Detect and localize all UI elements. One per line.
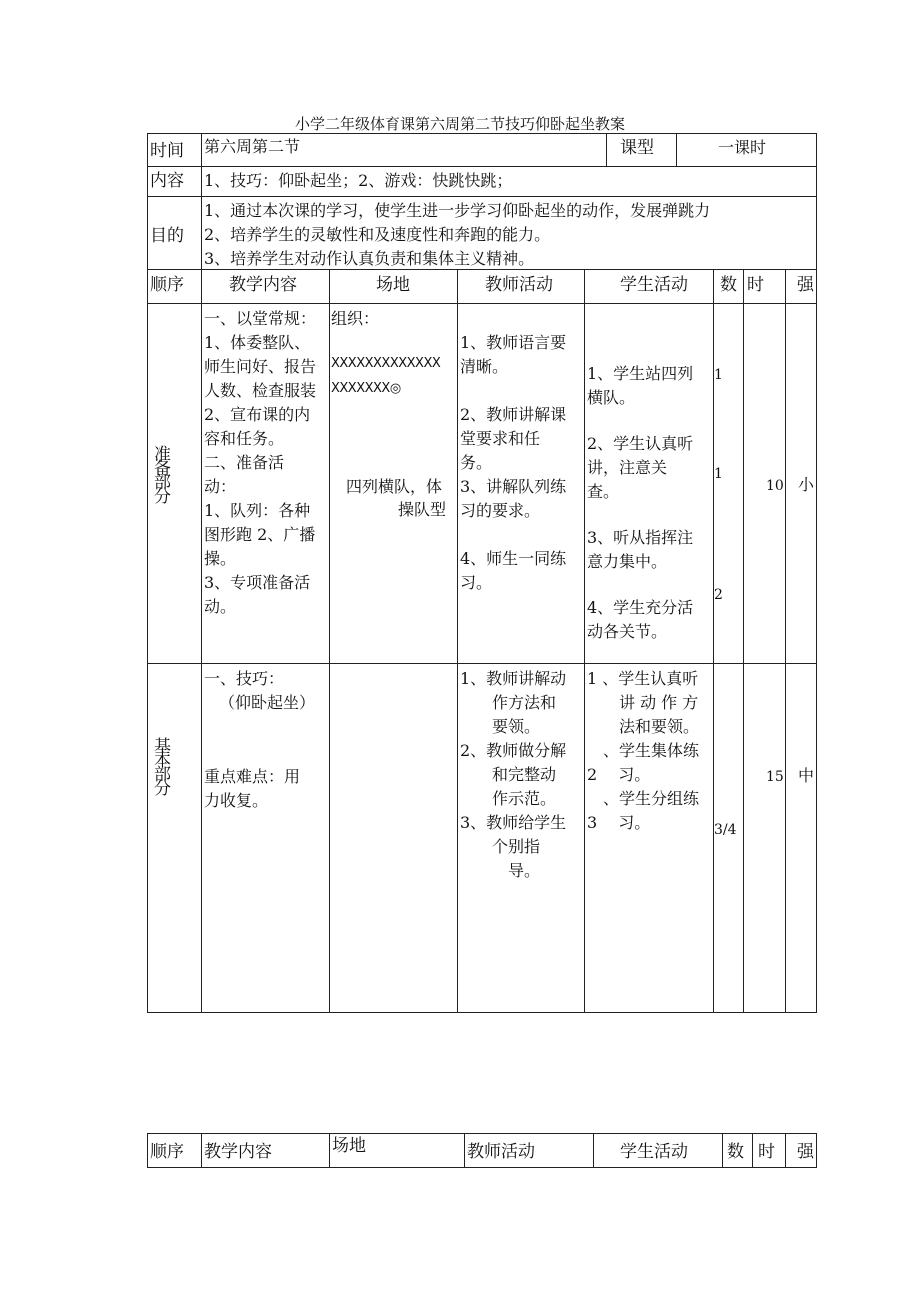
main-time: 15 [766, 769, 784, 785]
section-main: 基本部分 [150, 737, 170, 793]
main-content-4: 力收复。 [204, 791, 269, 810]
header-teacher: 教师活动 [485, 275, 553, 295]
goal-item: 1、通过本次课的学习，使学生进一步学习仰卧起坐的动作，发展弹跳力 [204, 201, 711, 220]
goal-list [204, 199, 710, 271]
footer-header-content: 教学内容 [204, 1142, 272, 1162]
main-intensity: 中 [798, 766, 815, 785]
prep-venue-label: 组织： [331, 309, 380, 328]
footer-header-teacher: 教师活动 [467, 1142, 535, 1162]
main-content-2: （仰卧起坐） [219, 693, 316, 712]
footer-header-student: 学生活动 [620, 1142, 688, 1162]
header-time: 时 [747, 275, 764, 295]
header-count: 数 [720, 275, 737, 295]
prep-count-2: 1 [714, 466, 723, 482]
header-student: 学生活动 [620, 275, 688, 295]
header-content: 教学内容 [229, 275, 297, 295]
footer-header-time: 时 [758, 1142, 775, 1162]
time-label: 时间 [150, 141, 184, 161]
content-label: 内容 [150, 171, 184, 191]
prep-count-3: 2 [714, 587, 723, 603]
goal-label: 目的 [150, 226, 184, 246]
goal-item: 3、培养学生对动作认真负责和集体主义精神。 [204, 249, 535, 268]
prep-intensity: 小 [798, 475, 815, 494]
prep-teacher: 1、教师语言要 清晰。 2、教师讲解课 堂要求和任 务。 3、讲解队列练 习的要求。 4、师生一同练 习。 [460, 333, 567, 592]
main-student: 1 、学生认真听 讲 动 作 方 法和要领。 、学生集体练 2 习。 、学生分组练 3 习。 [587, 669, 700, 832]
type-label: 课型 [620, 138, 654, 158]
main-teacher: 1、教师讲解动 作方法和 要领。 2、教师做分解 和完整动 作示范。 3、教师给学生 个别指 导。 [460, 669, 567, 880]
header-venue: 场地 [376, 275, 410, 295]
main-content-1: 一、技巧： [204, 669, 285, 688]
prep-venue-formation-2: 操队型 [398, 500, 447, 519]
footer-header-venue: 场地 [332, 1136, 366, 1156]
main-count: 3/4 [714, 822, 737, 838]
time-value: 第六周第二节 [204, 137, 301, 156]
prep-count-1: 1 [714, 367, 723, 383]
type-value: 一课时 [718, 138, 767, 157]
prep-venue-row1: XXXXXXXXXXXXX [331, 356, 441, 371]
document-title: 小学二年级体育课第六周第二节技巧仰卧起坐教案 [294, 115, 625, 133]
prep-time: 10 [766, 478, 784, 494]
prep-content: 一、以堂常规： 1、体委整队、 师生问好、报告 人数、检查服装 2、宣布课的内 容和任务。 二、准备活 动： 1、队列：各种 图形跑 2、广播 操。 3、专项准备活 动。 [204, 309, 317, 616]
section-prep: 准备部分 [150, 445, 170, 501]
header-order: 顺序 [150, 275, 184, 295]
header-intensity: 强 [797, 275, 814, 295]
footer-header-intensity: 强 [797, 1142, 814, 1162]
prep-student: 1、学生站四列 横队。 2、学生认真听 讲，注意关 查。 3、听从指挥注 意力集中。 4、学生充分活 动各关节。 [587, 364, 694, 641]
prep-venue-row2: XXXXXXX◎ [331, 381, 401, 396]
main-content-3: 重点难点：用 [204, 767, 301, 786]
footer-header-order: 顺序 [150, 1142, 184, 1162]
footer-header-count: 数 [727, 1142, 744, 1162]
goal-item: 2、培养学生的灵敏性和及速度性和奔跑的能力。 [204, 225, 551, 244]
content-value: 1、技巧：仰卧起坐；2、游戏：快跳快跳； [204, 171, 513, 190]
prep-venue-formation-1: 四列横队，体 [346, 477, 443, 496]
